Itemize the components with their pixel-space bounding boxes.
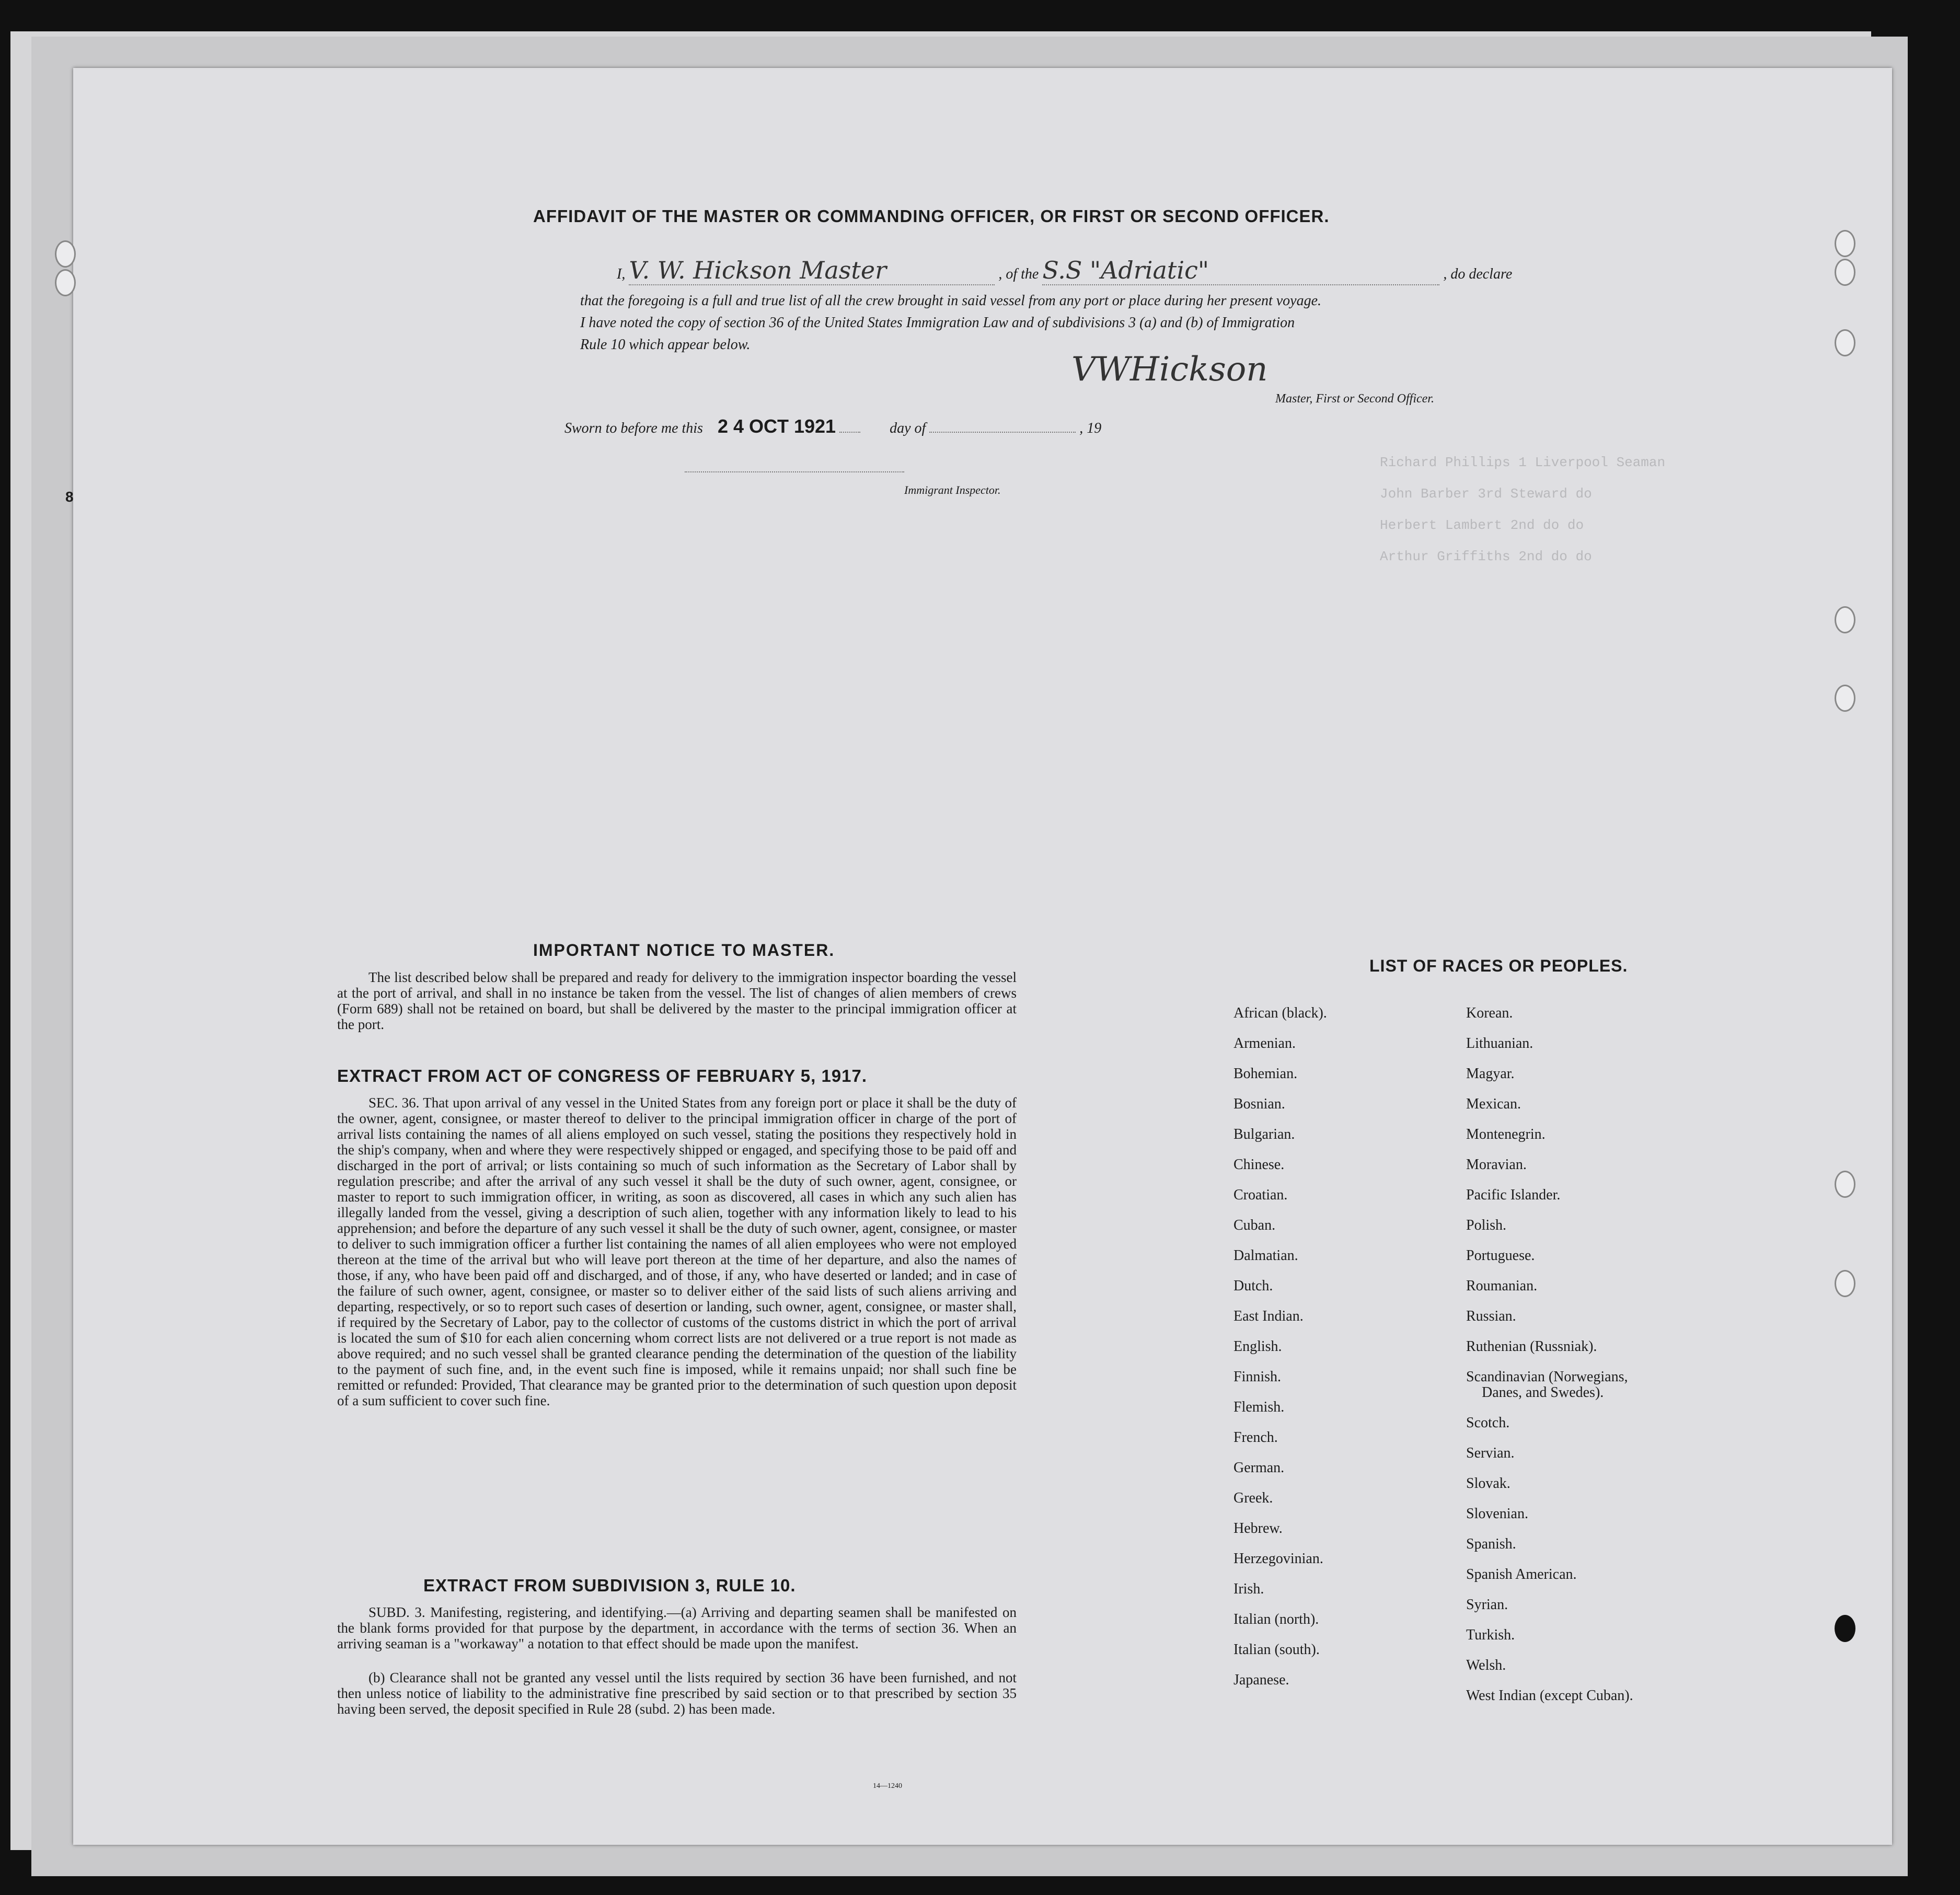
- declaration-line-4: Rule 10 which appear below.: [580, 337, 751, 353]
- extract-rule-para-a: SUBD. 3. Manifesting, registering, and identifying.—(a) Arriving and departing seamen shall be manifested on the blank forms provided for that purpose by the department, in accordance with the terms of section 36. When an arriving seaman is a "workaway" a notation to that effect should be made upon the manifest.: [337, 1604, 1017, 1651]
- race-item: Roumanian.: [1466, 1278, 1538, 1294]
- race-item: Korean.: [1466, 1005, 1513, 1021]
- race-item: Turkish.: [1466, 1627, 1515, 1643]
- extract-act-title: EXTRACT FROM ACT OF CONGRESS OF FEBRUARY 5, 1917.: [337, 1066, 868, 1085]
- race-item: Irish.: [1233, 1581, 1264, 1597]
- binder-hole: [1835, 1171, 1855, 1198]
- race-item: Mexican.: [1466, 1096, 1521, 1112]
- race-item: Hebrew.: [1233, 1520, 1283, 1536]
- races-right-column: [1466, 998, 1633, 1711]
- declarant-prefix: I,: [617, 266, 626, 282]
- race-item: Danes, and Swedes).: [1482, 1384, 1604, 1401]
- race-item: Syrian.: [1466, 1597, 1508, 1613]
- binder-hole: [1835, 259, 1855, 286]
- race-item: Greek.: [1233, 1490, 1273, 1506]
- race-item: Bohemian.: [1233, 1066, 1298, 1082]
- race-item: East Indian.: [1233, 1308, 1304, 1324]
- affidavit-title: AFFIDAVIT OF THE MASTER OR COMMANDING OFFICER, OR FIRST OR SECOND OFFICER.: [533, 206, 1330, 226]
- binder-hole: [1835, 1270, 1855, 1297]
- binder-hole: [1835, 329, 1855, 356]
- sworn-prefix: Sworn to before me this: [564, 420, 703, 436]
- race-item: Moravian.: [1466, 1157, 1527, 1173]
- bleedthrough-row: Herbert Lambert 2nd do do: [1380, 517, 1584, 533]
- declaration-line-2: that the foregoing is a full and true list of all the crew brought in said vessel from any port or place during her present voyage.: [580, 293, 1322, 309]
- bleedthrough-row: Arthur Griffiths 2nd do do: [1380, 549, 1592, 564]
- year-prefix: , 19: [1079, 420, 1102, 436]
- race-item: Herzegovinian.: [1233, 1551, 1323, 1567]
- race-item: Dalmatian.: [1233, 1247, 1298, 1264]
- of-the-label: , of the: [998, 266, 1039, 282]
- race-item: Magyar.: [1466, 1066, 1515, 1082]
- bleedthrough-row: John Barber 3rd Steward do: [1380, 486, 1592, 502]
- page-mark: 8: [65, 489, 74, 505]
- race-item: West Indian (except Cuban).: [1466, 1688, 1633, 1704]
- race-item: Bosnian.: [1233, 1096, 1285, 1112]
- race-item: Ruthenian (Russniak).: [1466, 1338, 1597, 1355]
- vessel-name: S.S "Adriatic": [1042, 256, 1439, 285]
- inspector-signature-line: [685, 471, 904, 472]
- master-signature: VWHickson: [1071, 350, 1268, 389]
- sworn-line: [564, 415, 1101, 437]
- race-item: Slovenian.: [1466, 1506, 1528, 1522]
- race-item: Japanese.: [1233, 1672, 1289, 1688]
- race-item: Scandinavian (Norwegians,: [1466, 1369, 1628, 1385]
- race-item: Slovak.: [1466, 1475, 1511, 1492]
- race-item: Montenegrin.: [1466, 1126, 1546, 1142]
- declaration-line-3: I have noted the copy of section 36 of the United States Immigration Law and of subdivisions 3 (a) and (b) of Immigration: [580, 315, 1295, 331]
- binder-hole: [1835, 1615, 1855, 1642]
- race-item: Croatian.: [1233, 1187, 1288, 1203]
- race-item: Cuban.: [1233, 1217, 1276, 1233]
- race-item: Spanish American.: [1466, 1566, 1577, 1582]
- race-item: Finnish.: [1233, 1369, 1282, 1385]
- do-declare-label: , do declare: [1443, 266, 1513, 282]
- binder-hole: [1835, 685, 1855, 712]
- extract-rule-para-b: (b) Clearance shall not be granted any vessel until the lists required by section 36 have been furnished, and not then unless notice of liability to the administrative fine prescribed by said section or to that prescribed by section 35 having been served, the deposit specified in Rule 28 (subd. 2) has been made.: [337, 1670, 1017, 1717]
- race-item: French.: [1233, 1429, 1278, 1446]
- race-item: Russian.: [1466, 1308, 1516, 1324]
- race-item: Italian (north).: [1233, 1611, 1319, 1627]
- notice-title: IMPORTANT NOTICE TO MASTER.: [533, 941, 835, 960]
- race-item: Servian.: [1466, 1445, 1515, 1461]
- race-item: Welsh.: [1466, 1657, 1506, 1673]
- signature-caption: Master, First or Second Officer.: [1275, 392, 1434, 406]
- race-item: Portuguese.: [1466, 1247, 1535, 1264]
- document-page: [73, 68, 1892, 1845]
- form-number: 14—1240: [873, 1782, 902, 1790]
- notice-body: The list described below shall be prepared and ready for delivery to the immigration inspector boarding the vessel at the port of arrival, and shall in no instance be taken from the vessel. The list of changes of alien members of crews (Form 689) shall not be retained on board, but shall be delivered by the master to the principal immigration officer at the port.: [337, 969, 1017, 1032]
- race-item: Scotch.: [1466, 1415, 1510, 1431]
- race-item: African (black).: [1233, 1005, 1327, 1021]
- race-item: Lithuanian.: [1466, 1035, 1534, 1052]
- inspector-caption: Immigrant Inspector.: [904, 483, 1001, 496]
- race-item: Pacific Islander.: [1466, 1187, 1561, 1203]
- race-item: Polish.: [1466, 1217, 1507, 1233]
- bleedthrough-row: Richard Phillips 1 Liverpool Seaman: [1380, 455, 1666, 470]
- race-item: Bulgarian.: [1233, 1126, 1295, 1142]
- binder-hole: [1835, 230, 1855, 257]
- races-title: LIST OF RACES OR PEOPLES.: [1369, 956, 1628, 975]
- race-item: Armenian.: [1233, 1035, 1296, 1052]
- binder-hole: [1835, 606, 1855, 633]
- declarant-name: V. W. Hickson Master: [629, 256, 995, 285]
- race-item: Chinese.: [1233, 1157, 1285, 1173]
- day-of-label: day of: [890, 420, 926, 436]
- date-stamp: 2 4 OCT 1921: [717, 415, 836, 437]
- binder-hole: [55, 240, 76, 268]
- races-left-column: [1233, 998, 1327, 1695]
- race-item: Italian (south).: [1233, 1642, 1320, 1658]
- race-item: Spanish.: [1466, 1536, 1516, 1552]
- race-item: Dutch.: [1233, 1278, 1273, 1294]
- binder-hole: [55, 269, 76, 296]
- extract-rule-title: EXTRACT FROM SUBDIVISION 3, RULE 10.: [423, 1576, 796, 1595]
- declaration-line-1: [617, 256, 1512, 285]
- race-item: German.: [1233, 1460, 1285, 1476]
- race-item: English.: [1233, 1338, 1282, 1355]
- extract-act-body: SEC. 36. That upon arrival of any vessel in the United States from any foreign port or place it shall be the duty of the owner, agent, consignee, or master thereof to deliver to the principal immigration officer in charge of the port of arrival lists containing the names of all aliens employed on such vessel, stating the positions they respectively hold in the ship's company, when and where they were respectively shipped or engaged, and specifying those to be paid off and discharged in the port of arrival; or lists containing so much of such information as the Secretary of Labor shall by regulation prescribe; and after the arrival of any such vessel it shall be the duty of such owner, agent, consignee, or master to report to such immigration officer, in writing, as soon as discovered, all cases in which any such alien has illegally landed from the vessel, giving a description of such alien, together with any information likely to lead to his apprehension; and before the departure of any such vessel it shall be the duty of such owner, agent, consignee, or master to deliver to such immigration officer a further list containing the names of all alien employees who were not employed thereon at the time of the arrival but who will leave port thereon at the time of her departure, and also the names of those, if any, who have been paid off and discharged, and of those, if any, who have deserted or landed; and in case of the failure of such owner, agent, consignee, or master so to deliver either of the said lists of such aliens arriving and departing, respectively, or so to report such cases of desertion or landing, such owner, agent, consignee, or master shall, if required by the Secretary of Labor, pay to the collector of customs of the customs district in which the port of arrival is located the sum of $10 for each alien concerning whom correct lists are not delivered or a true report is not made as above required; and no such vessel shall be granted clearance pending the determination of the question of the liability to the payment of such fine, and, in the event such fine is imposed, while it remains unpaid; nor shall such fine be remitted or refunded: Provided, That clearance may be granted prior to the determination of such question upon deposit of a sum sufficient to cover such fine.: [337, 1095, 1017, 1408]
- race-item: Flemish.: [1233, 1399, 1285, 1415]
